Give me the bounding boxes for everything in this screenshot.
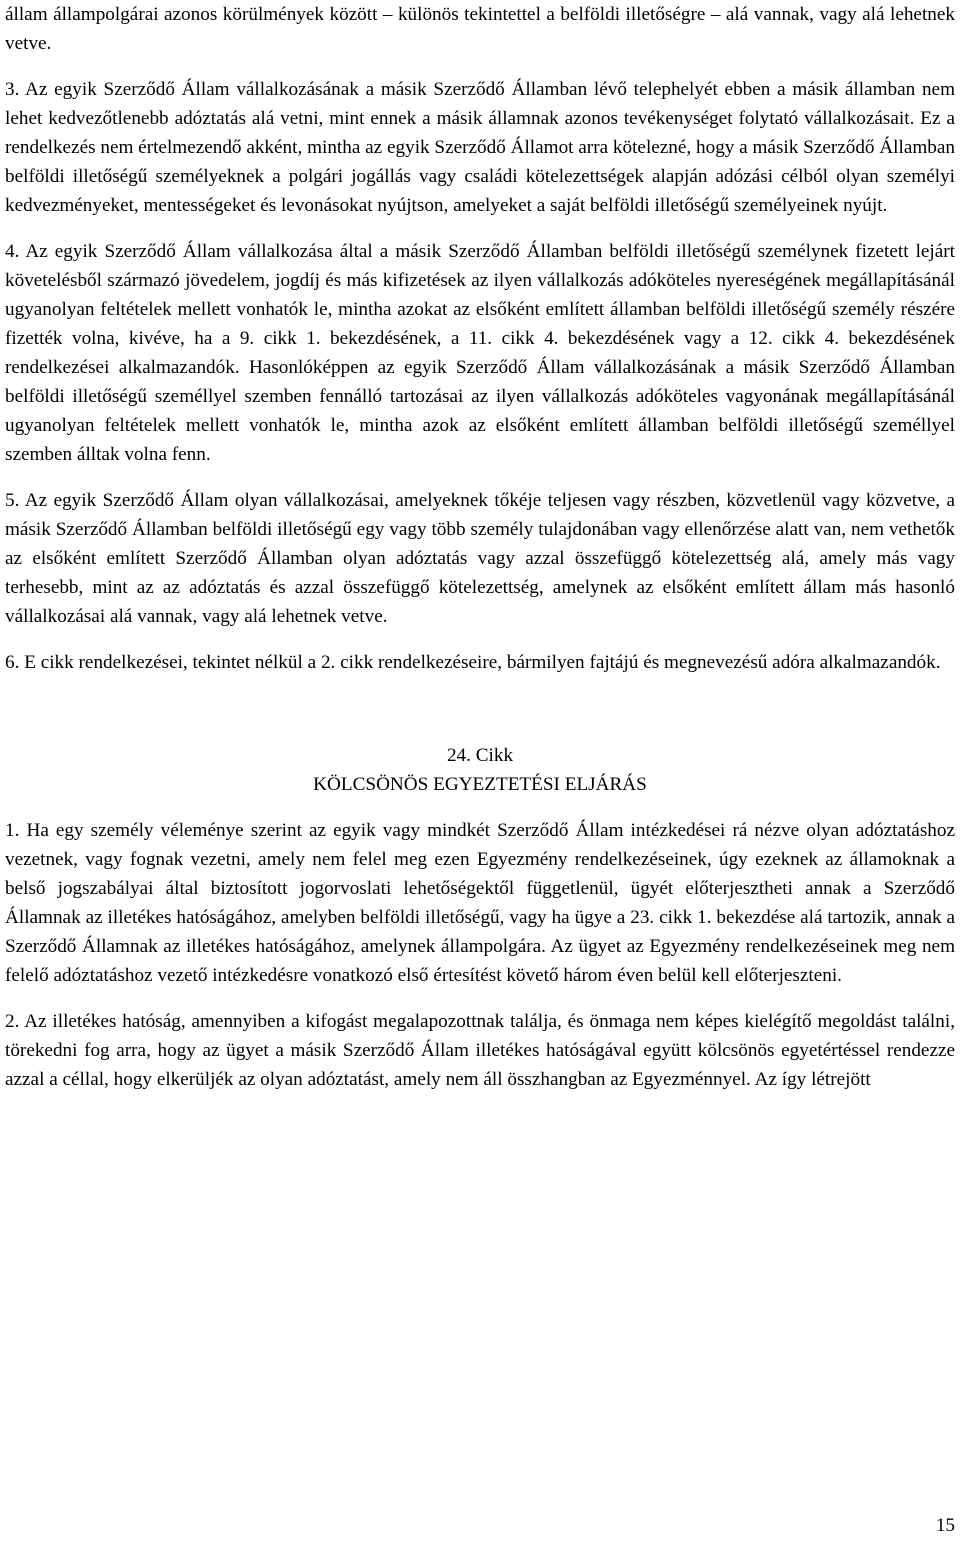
article-title: KÖLCSÖNÖS EGYEZTETÉSI ELJÁRÁS xyxy=(313,774,647,795)
page-number: 15 xyxy=(935,1515,955,1536)
paragraph-6: 6. E cikk rendelkezései, tekintet nélkül a 2. cikk rendelkezéseire, bármilyen fajtájú és megnevezésű adóra alkalmazandók. xyxy=(5,652,941,673)
paragraph-4: 4. Az egyik Szerződő Állam vállalkozása által a másik Szerződő Államban belföldi illetőségű személynek fizetett lejárt követelésből származó jövedelem, jogdíj és más kifizetések az ilyen vállalkozás adóköteles nyereségének megállapításánál ugyanolyan feltételek mellett vonhatók le, mintha azokat az elsőként említett államban belföldi illetőségű személy részére fizették volna, kivéve, ha a 9. cikk 1. bekezdésének, a 11. cikk 4. bekezdésének vagy a 12. cikk 4. bekezdésének rendelkezései alkalmazandók. Hasonlóképpen az egyik Szerződő Állam vállalkozásának a másik Szerződő Államban belföldi illetőségű személlyel szemben fennálló tartozásai az ilyen vállalkozás adóköteles vagyonának megállapításánál ugyanolyan feltételek mellett vonhatók le, mintha azok az elsőként említett államban belföldi illetőségű személlyel szemben álltak volna fenn. xyxy=(5,241,955,465)
article-24-paragraph-2: 2. Az illetékes hatóság, amennyiben a kifogást megalapozottnak találja, és önmaga nem képes kielégítő megoldást találni, törekedni fog arra, hogy az ügyet a másik Szerződő Állam illetékes hatóságával együtt kölcsönös egyetértéssel rendezze azzal a céllal, hogy elkerüljék az olyan adóztatást, amely nem áll összhangban az Egyezménnyel. Az így létrejött xyxy=(5,1011,955,1090)
article-number: 24. Cikk xyxy=(446,745,514,766)
paragraph-fragment: állam állampolgárai azonos körülmények között – különös tekintettel a belföldi illetőségre – alá vannak, vagy alá lehetnek vetve. xyxy=(5,4,955,54)
paragraph-5: 5. Az egyik Szerződő Állam olyan vállalkozásai, amelyeknek tőkéje teljesen vagy részben, közvetlenül vagy közvetve, a másik Szerződő Államban belföldi illetőségű egy vagy több személy tulajdonában vagy ellenőrzése alatt van, nem vethetők az elsőként említett Szerződő Államban olyan adóztatás vagy azzal összefüggő kötelezettség alá, amely más vagy terhesebb, mint az az adóztatás és azzal összefüggő kötelezettség, amelynek az elsőként említett állam más hasonló vállalkozásai alá vannak, vagy alá lehetnek vetve. xyxy=(5,490,955,627)
paragraph-3: 3. Az egyik Szerződő Állam vállalkozásának a másik Szerződő Államban lévő telephelyét ebben a másik államban nem lehet kedvezőtlenebb adóztatás alá vetni, mint ennek a másik államnak azonos tevékenységet folytató vállalkozásait. Ez a rendelkezés nem értelmezendő akként, mintha az egyik Szerződő Államot arra kötelezné, hogy a másik Szerződő Államban belföldi illetőségű személyeknek a polgári jogállás vagy családi kötelezettségek alapján adózási célból olyan személyi kedvezményeket, mentességeket és levonásokat nyújtson, amelyeket a saját belföldi illetőségű személyeinek nyújt. xyxy=(5,79,955,216)
article-heading xyxy=(5,741,955,799)
document-page xyxy=(5,0,955,1094)
article-24-paragraph-1: 1. Ha egy személy véleménye szerint az egyik vagy mindkét Szerződő Állam intézkedései rá nézve olyan adóztatáshoz vezetnek, vagy fognak vezetni, amely nem felel meg ezen Egyezmény rendelkezéseinek, úgy ezeknek az államoknak a belső jogszabályai által biztosított jogorvoslati lehetőségektől függetlenül, ügyét előterjesztheti annak a Szerződő Államnak az illetékes hatóságához, amelyben belföldi illetőségű, vagy ha ügye a 23. cikk 1. bekezdése alá tartozik, annak a Szerződő Államnak az illetékes hatóságához, amelynek állampolgára. Az ügyet az Egyezmény rendelkezéseinek meg nem felelő adóztatáshoz vezető intézkedésre vonatkozó első értesítést követő három éven belül kell előterjeszteni. xyxy=(5,820,955,986)
